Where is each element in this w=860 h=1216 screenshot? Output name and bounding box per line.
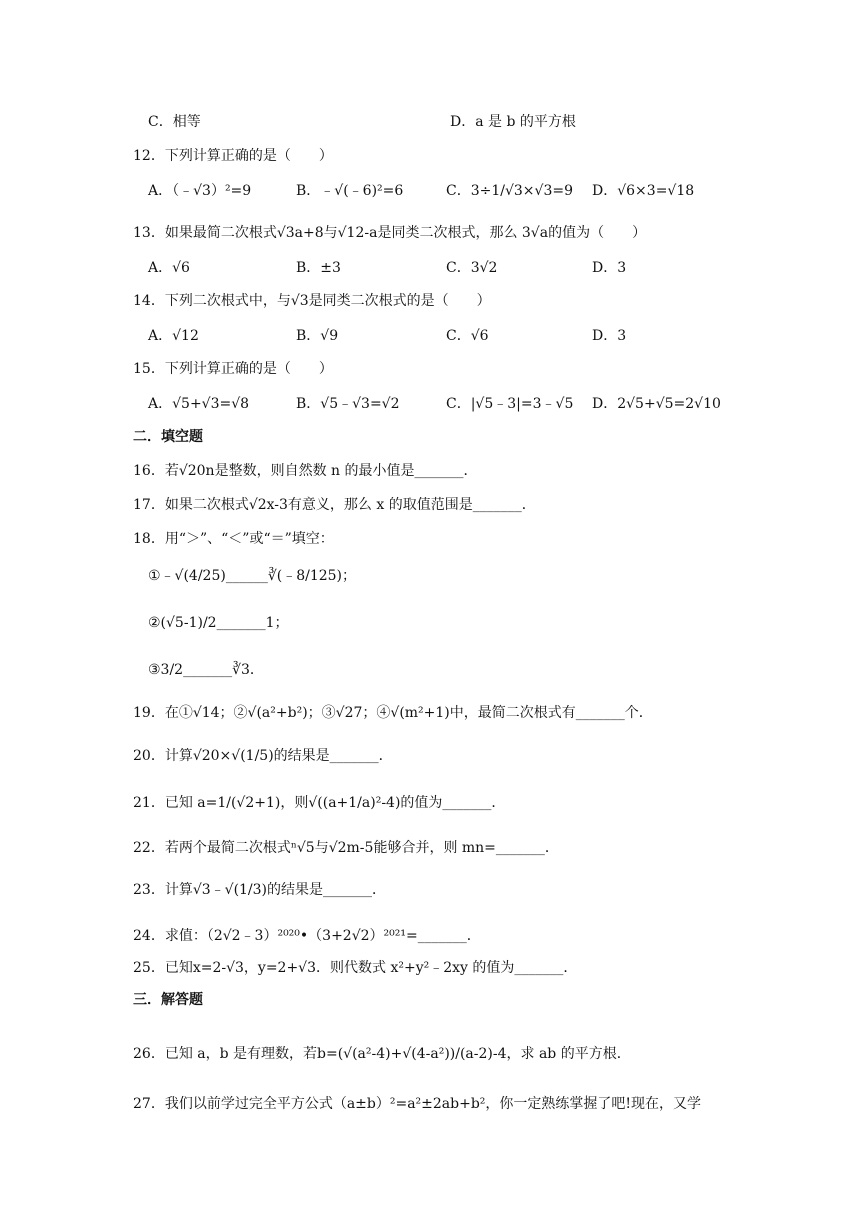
question-line-q24: 24．求值：（2√2﹣3）²⁰²⁰•（3+2√2）²⁰²¹=_______． (133, 928, 481, 944)
question-line-q15c: C．|√5﹣3|=3﹣√5 (446, 396, 574, 412)
question-line-c11: C．相等 (148, 114, 201, 130)
question-line-q18a: ①﹣√(4/25)______∛(﹣8/125)； (148, 568, 357, 584)
question-line-q14a: A．√12 (148, 328, 199, 344)
question-line-q13c: C．3√2 (446, 260, 498, 276)
question-line-q12a: A．（﹣√3）²=9 (148, 183, 252, 199)
question-line-q13a: A．√6 (148, 260, 190, 276)
question-line-q19: 19．在①√14；②√(a²+b²)；③√27；④√(m²+1)中，最简二次根式有_______个． (133, 705, 653, 721)
question-line-q18b: ②(√5-1)/2_______1； (148, 615, 289, 631)
question-line-q21: 21．已知 a=1/(√2+1)，则√((a+1/a)²-4)的值为_______． (133, 795, 506, 811)
question-line-q26: 26．已知 a，b 是有理数，若b=(√(a²-4)+√(4-a²))/(a-2)-4，求 ab 的平方根． (133, 1046, 631, 1062)
question-line-q12c: C．3÷1/√3×√3=9 (446, 183, 573, 199)
section-heading-s2: 二．填空题 (133, 429, 203, 445)
question-line-q15: 15．下列计算正确的是（ ） (133, 361, 333, 377)
question-line-q14b: B．√9 (296, 328, 339, 344)
question-line-q15a: A．√5+√3=√8 (148, 396, 250, 412)
question-line-q13: 13．如果最简二次根式√3a+8与√12-a是同类二次根式，那么 3√a的值为（ ） (133, 225, 647, 241)
question-line-q12b: B．﹣√(﹣6)²=6 (296, 183, 404, 199)
question-line-q20: 20．计算√20×√(1/5)的结果是_______． (133, 748, 393, 764)
question-line-q15b: B．√5﹣√3=√2 (296, 396, 400, 412)
question-line-q14d: D．3 (592, 328, 627, 344)
question-line-q25: 25．已知x=2-√3，y=2+√3．则代数式 x²+y²﹣2xy 的值为_______． (133, 960, 578, 976)
question-line-q16: 16．若√20n是整数，则自然数 n 的最小值是_______． (133, 463, 478, 479)
question-line-q27: 27．我们以前学过完全平方公式（a±b）²=a²±2ab+b²，你一定熟练掌握了吧!现在，又学 (133, 1096, 702, 1112)
question-line-q12: 12．下列计算正确的是（ ） (133, 148, 333, 164)
question-line-q13b: B．±3 (296, 260, 341, 276)
section-heading-s3: 三．解答题 (133, 992, 203, 1008)
question-line-d11: D．a 是 b 的平方根 (450, 114, 576, 130)
question-line-q14c: C．√6 (446, 328, 489, 344)
question-line-q22: 22．若两个最简二次根式ⁿ√5与√2m-5能够合并，则 mn=_______． (133, 840, 559, 856)
question-line-q23: 23．计算√3﹣√(1/3)的结果是_______． (133, 882, 387, 898)
question-line-q12d: D．√6×3=√18 (592, 183, 695, 199)
question-line-q18c: ③3/2_______∛3． (148, 662, 264, 678)
question-line-q18: 18．用“＞”、“＜”或“＝”填空： (133, 531, 334, 547)
question-line-q17: 17．如果二次根式√2x-3有意义，那么 x 的取值范围是_______． (133, 497, 536, 513)
question-line-q13d: D．3 (592, 260, 627, 276)
question-line-q14: 14．下列二次根式中，与√3是同类二次根式的是（ ） (133, 293, 491, 309)
question-line-q15d: D．2√5+√5=2√10 (592, 396, 721, 412)
